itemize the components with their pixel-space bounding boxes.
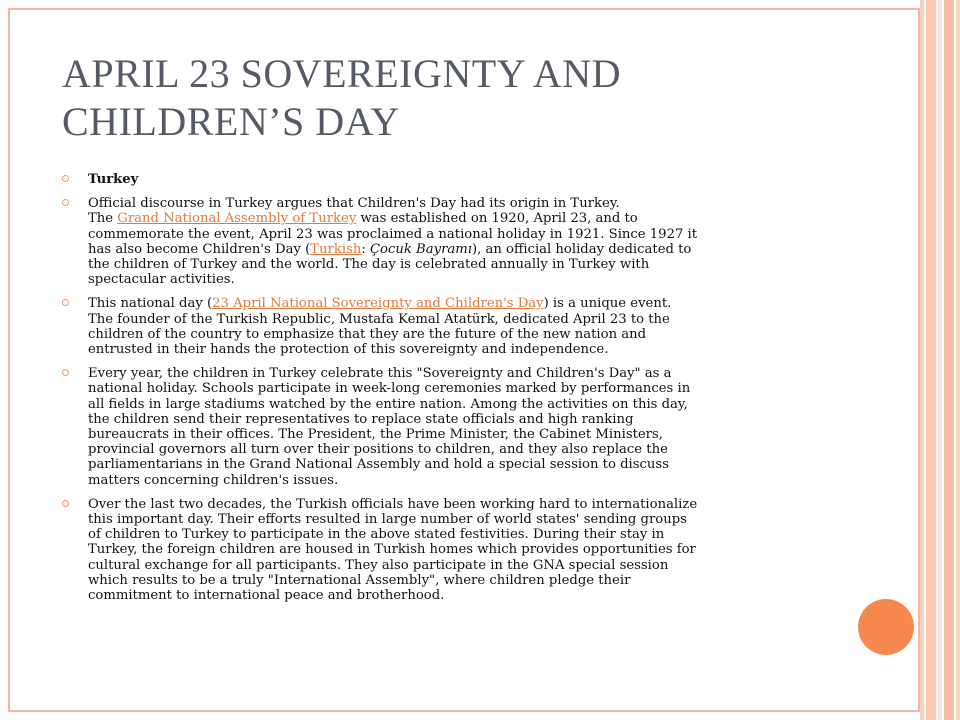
text-line: provincial governors all turn over their positions to children, and they also replace the [88, 442, 668, 458]
text-line: spectacular activities. [88, 272, 235, 288]
bullet-icon [62, 199, 69, 206]
stripe [944, 0, 954, 720]
text-line: entrusted in their hands the protection of this sovereignty and independence. [88, 342, 609, 358]
text-line: This national day ( [88, 296, 213, 312]
bullet-icon [62, 175, 69, 182]
bullet-icon [62, 500, 69, 507]
title-line-2: CHILDREN’S DAY [62, 99, 400, 144]
text-line: : [361, 241, 370, 257]
text-line: the children of Turkey and the world. The day is celebrated annually in Turkey with [88, 257, 650, 273]
stripe [956, 0, 960, 720]
stripe [938, 0, 942, 720]
text-line: Official discourse in Turkey argues that Children's Day had its origin in Turkey. [88, 196, 620, 212]
text-line: cultural exchange for all participants. They also participate in the GNA special session [88, 557, 669, 573]
turkish-name-text: Çocuk Bayramı [369, 241, 472, 257]
text-line: the children send their representatives to replace state officials and high ranking [88, 411, 634, 427]
text-line: ), an official holiday dedicated to [471, 241, 692, 257]
bullet-icon [62, 299, 69, 306]
bullet-paragraph-international [62, 497, 822, 603]
text-line: has also become Children's Day ( [88, 241, 311, 257]
text-line: The founder of the Turkish Republic, Mustafa Kemal Atatürk, dedicated April 23 to the [88, 311, 670, 327]
text-line: ) is a unique event. [543, 296, 672, 312]
text-line: Turkey, the foreign children are housed in Turkish homes which provides opportunities for [88, 542, 696, 558]
bullet-paragraph-national-day [62, 296, 822, 357]
text-line: commemorate the event, April 23 was proclaimed a national holiday in 1921. Since 1927 it [88, 226, 698, 242]
slide-body [62, 172, 822, 612]
stripe [920, 0, 924, 720]
text-line: all fields in large stadiums watched by the entire nation. Among the activities on this day, [88, 396, 688, 412]
stripe [926, 0, 936, 720]
grand-national-assembly-link[interactable]: Grand National Assembly of Turkey [117, 211, 357, 227]
text-line: commitment to international peace and brotherhood. [88, 588, 445, 604]
text-line: The [88, 211, 118, 227]
text-line: national holiday. Schools participate in week-long ceremonies marked by performances in [88, 381, 691, 397]
title-line-1: APRIL 23 SOVEREIGNTY AND [62, 51, 622, 96]
national-day-link[interactable]: 23 April National Sovereignty and Children's Day [212, 296, 544, 312]
bullet-paragraph-celebration [62, 366, 822, 488]
text-line: children of the country to emphasize that they are the future of the new nation and [88, 326, 647, 342]
text-line: matters concerning children's issues. [88, 472, 339, 488]
decorative-stripes [920, 0, 960, 720]
turkish-link[interactable]: Turkish [310, 241, 362, 257]
bullet-paragraph-origin [62, 196, 822, 287]
text-line: parliamentarians in the Grand National Assembly and hold a special session to discuss [88, 457, 669, 473]
bullet-icon [62, 369, 69, 376]
text-line: Over the last two decades, the Turkish officials have been working hard to internationalize [88, 496, 698, 512]
decorative-circle [858, 599, 914, 655]
text-line: of children to Turkey to participate in the above stated festivities. During their stay in [88, 527, 665, 543]
text-line: bureaucrats in their offices. The President, the Prime Minister, the Cabinet Ministers, [88, 427, 663, 443]
section-heading: Turkey [88, 172, 139, 187]
bullet-heading [62, 172, 822, 187]
text-line: Every year, the children in Turkey celebrate this "Sovereignty and Children's Day" as a [88, 366, 672, 382]
slide-title [62, 50, 862, 146]
text-line: was established on 1920, April 23, and to [356, 211, 638, 227]
text-line: this important day. Their efforts resulted in large number of world states' sending groups [88, 512, 687, 528]
text-line: which results to be a truly "International Assembly", where children pledge their [88, 572, 631, 588]
